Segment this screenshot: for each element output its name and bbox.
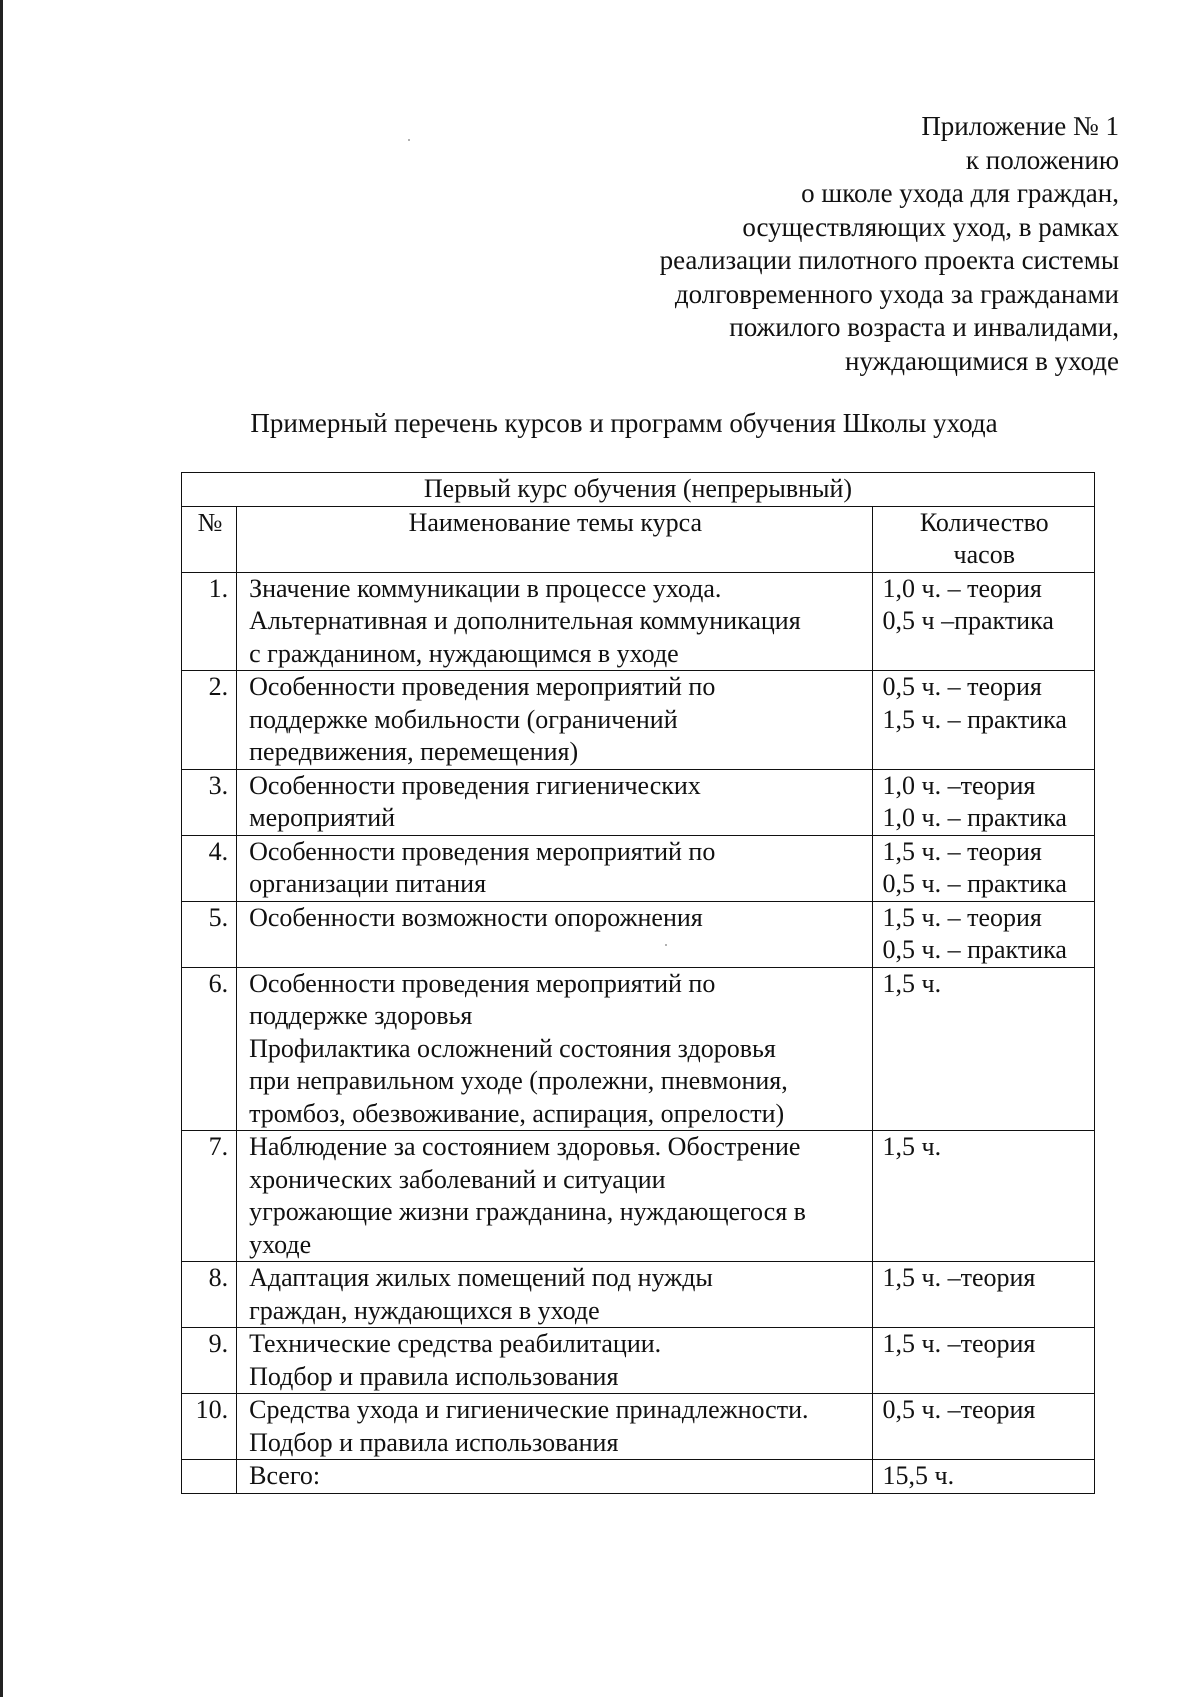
table-row bbox=[182, 1328, 1095, 1394]
row-number: 1. bbox=[182, 572, 237, 671]
row-hours bbox=[872, 1394, 1095, 1460]
row-topic bbox=[237, 1262, 872, 1328]
hours-line: 1,0 ч. – практика bbox=[882, 803, 1067, 832]
topic-line: Особенности возможности опорожнения bbox=[249, 902, 703, 932]
topic-line: тромбоз, обезвоживание, аспирация, опрелости) bbox=[249, 1098, 785, 1128]
total-hours bbox=[872, 1460, 1095, 1494]
column-header-hours bbox=[872, 506, 1095, 572]
hours-line: 1,5 ч. bbox=[882, 1132, 942, 1161]
appendix-line: реализации пилотного проекта системы bbox=[659, 245, 1119, 275]
total-label bbox=[237, 1460, 872, 1494]
topic-line: Профилактика осложнений состояния здоровья bbox=[249, 1033, 776, 1063]
hours-line: 1,0 ч. – теория bbox=[882, 573, 1042, 603]
topic-line: поддержке здоровья bbox=[249, 1001, 473, 1030]
topic-line: Наблюдение за состоянием здоровья. Обострение bbox=[249, 1132, 801, 1161]
hours-line: 0,5 ч. – практика bbox=[882, 869, 1067, 898]
row-number: 10. bbox=[182, 1394, 237, 1460]
hours-line: 1,5 ч. – практика bbox=[882, 704, 1067, 734]
topic-line: уходе bbox=[249, 1229, 312, 1259]
column-header-hours-line: часов bbox=[953, 540, 1015, 569]
hours-line: 1,5 ч. –теория bbox=[882, 1263, 1036, 1292]
topic-line: Подбор и правила использования bbox=[249, 1361, 619, 1391]
hours-line: 1,5 ч. – теория bbox=[882, 836, 1042, 866]
table-row bbox=[182, 572, 1095, 671]
row-topic bbox=[237, 769, 872, 835]
table-caption-row bbox=[182, 473, 1095, 507]
topic-line: Технические средства реабилитации. bbox=[249, 1329, 662, 1358]
hours-line: 15,5 ч. bbox=[882, 1461, 955, 1490]
row-topic bbox=[237, 901, 872, 967]
appendix-line: осуществляющих уход, в рамках bbox=[742, 211, 1119, 242]
hours-line: 1,5 ч. bbox=[882, 968, 942, 998]
topic-line: поддержке мобильности (ограничений bbox=[249, 704, 678, 734]
row-number: 7. bbox=[182, 1131, 237, 1262]
hours-line: 1,5 ч. –теория bbox=[882, 1329, 1036, 1358]
appendix-line: нуждающимися в уходе bbox=[845, 345, 1119, 376]
row-topic bbox=[237, 967, 872, 1131]
topic-line: граждан, нуждающихся в уходе bbox=[249, 1295, 600, 1325]
topic-line: передвижения, перемещения) bbox=[249, 737, 579, 766]
table-row bbox=[182, 769, 1095, 835]
appendix-line: к положению bbox=[965, 144, 1119, 175]
course-table bbox=[181, 472, 1095, 1494]
topic-line: Альтернативная и дополнительная коммуникация bbox=[249, 606, 801, 635]
hours-line: 0,5 ч. –теория bbox=[882, 1395, 1036, 1424]
topic-line: Всего: bbox=[249, 1461, 321, 1490]
column-header-hours-line: Количество bbox=[919, 507, 1049, 537]
row-number: 2. bbox=[182, 671, 237, 770]
topic-line: с гражданином, нуждающимся в уходе bbox=[249, 638, 679, 668]
row-hours bbox=[872, 835, 1095, 901]
topic-line: хронических заболеваний и ситуации bbox=[249, 1164, 666, 1194]
row-topic bbox=[237, 671, 872, 770]
column-header-num: № bbox=[182, 506, 237, 572]
appendix-line: долговременного ухода за гражданами bbox=[674, 278, 1119, 309]
row-number: 8. bbox=[182, 1262, 237, 1328]
appendix-line: пожилого возраста и инвалидами, bbox=[729, 312, 1119, 342]
row-number: 6. bbox=[182, 967, 237, 1131]
appendix-line: Приложение № 1 bbox=[921, 111, 1119, 141]
row-topic bbox=[237, 835, 872, 901]
row-number: 5. bbox=[182, 901, 237, 967]
row-number: 3. bbox=[182, 769, 237, 835]
scan-edge bbox=[0, 0, 3, 1697]
row-hours bbox=[872, 671, 1095, 770]
appendix-line: о школе ухода для граждан, bbox=[801, 178, 1119, 208]
row-number: 4. bbox=[182, 835, 237, 901]
hours-line: 0,5 ч –практика bbox=[882, 606, 1054, 635]
row-hours bbox=[872, 1131, 1095, 1262]
row-hours bbox=[872, 901, 1095, 967]
topic-line: Значение коммуникации в процессе ухода. bbox=[249, 573, 722, 603]
row-topic bbox=[237, 572, 872, 671]
topic-line: Особенности проведения мероприятий по bbox=[249, 968, 716, 998]
table-row bbox=[182, 901, 1095, 967]
topic-line: организации питания bbox=[249, 869, 487, 898]
topic-line: при неправильном уходе (пролежни, пневмония, bbox=[249, 1066, 788, 1095]
topic-line: Адаптация жилых помещений под нужды bbox=[249, 1263, 713, 1292]
row-number bbox=[182, 1460, 237, 1494]
topic-line: Средства ухода и гигиенические принадлежности. bbox=[249, 1395, 809, 1424]
hours-line: 0,5 ч. – теория bbox=[882, 672, 1042, 701]
topic-line: Особенности проведения гигиенических bbox=[249, 770, 701, 800]
table-row bbox=[182, 967, 1095, 1131]
table-caption: Первый курс обучения (непрерывный) bbox=[182, 473, 1095, 507]
row-hours bbox=[872, 769, 1095, 835]
row-topic bbox=[237, 1394, 872, 1460]
table-row bbox=[182, 835, 1095, 901]
row-hours bbox=[872, 1262, 1095, 1328]
row-hours bbox=[872, 572, 1095, 671]
table-total-row bbox=[182, 1460, 1095, 1494]
hours-line: 1,0 ч. –теория bbox=[882, 770, 1036, 800]
topic-line: Особенности проведения мероприятий по bbox=[249, 836, 716, 866]
table-row bbox=[182, 1131, 1095, 1262]
topic-line: Особенности проведения мероприятий по bbox=[249, 672, 716, 701]
row-hours bbox=[872, 967, 1095, 1131]
appendix-header bbox=[660, 110, 1119, 378]
row-topic bbox=[237, 1328, 872, 1394]
topic-line: угрожающие жизни гражданина, нуждающегося в bbox=[249, 1197, 806, 1226]
table-header-row bbox=[182, 506, 1095, 572]
hours-line: 1,5 ч. – теория bbox=[882, 902, 1042, 932]
topic-line: Подбор и правила использования bbox=[249, 1427, 619, 1457]
row-number: 9. bbox=[182, 1328, 237, 1394]
row-topic bbox=[237, 1131, 872, 1262]
table-row bbox=[182, 1394, 1095, 1460]
row-hours bbox=[872, 1328, 1095, 1394]
column-header-topic: Наименование темы курса bbox=[237, 506, 872, 572]
hours-line: 0,5 ч. – практика bbox=[882, 935, 1067, 964]
document-title: Примерный перечень курсов и программ обучения Школы ухода bbox=[250, 408, 998, 438]
table-row bbox=[182, 671, 1095, 770]
table-row bbox=[182, 1262, 1095, 1328]
topic-line: мероприятий bbox=[249, 803, 396, 832]
scan-speck bbox=[408, 139, 410, 141]
